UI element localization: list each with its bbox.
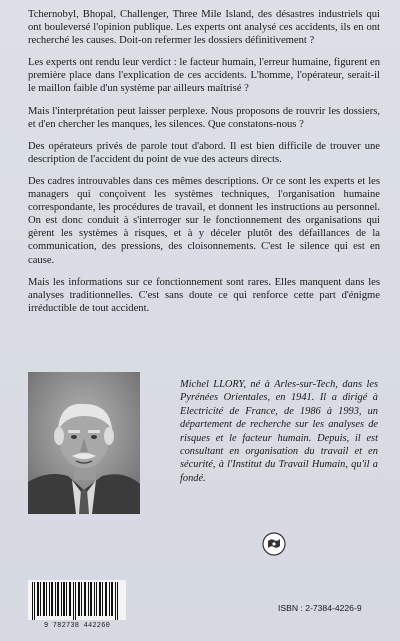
- author-biography: [180, 378, 378, 485]
- paragraph-4: Des opérateurs privés de parole tout d'abord. Il est bien difficile de trouver une description de l'accident du point de vue des acteurs directs.: [28, 140, 380, 165]
- isbn-label: ISBN : 2-7384-4226-9: [278, 603, 362, 613]
- author-portrait: [28, 372, 140, 514]
- paragraph-5: Des cadres introuvables dans ces mêmes descriptions. Or ce sont les experts et les managers qui conçoivent les systèmes techniques, l'organisation humaine correspondante, les procédures de travail, et donnent les instructions au personnel. On est donc conduit à s'interroger sur le fonctionnement des organisations qui gèrent les systèmes à risques, et à y déceler plutôt des défaillances de la communication, des pressions, des cloisonnements. C'est le silence qui est en cause.: [28, 175, 380, 266]
- paragraph-6: Mais les informations sur ce fonctionnement sont rares. Elles manquent dans les analyses traditionnelles. C'est sans doute ce qui renforce cette part d'énigme irréductible de tout accident.: [28, 276, 380, 314]
- paragraph-3: Mais l'interprétation peut laisser perplexe. Nous proposons de rouvrir les dossiers, et d'en chercher les manques, les silences. Que constatons-nous ?: [28, 105, 380, 130]
- bio-text: Michel LLORY, né à Arles-sur-Tech, dans les Pyrénées Orientales, en 1941. Il a dirigé à Electricité de France, de 1986 à 1993, un département de recherche sur les analyses de risques et le facteur humain. Depuis, il est consultant en organisation du travail et en sécurité, à l'Institut du Travail Humain, qu'il a fondé.: [180, 379, 378, 484]
- barcode-number: 9 782738 442260: [43, 622, 110, 630]
- summary-text: [28, 8, 380, 324]
- author-portrait-image: [28, 372, 140, 514]
- barcode-bars: [28, 580, 126, 620]
- publisher-logo-icon: [262, 532, 286, 556]
- paragraph-1: Tchernobyl, Bhopal, Challenger, Three Mile Island, des désastres industriels qui ont bouleversé l'opinion publique. Les experts ont analysé ces accidents, ils en ont recherché les causes. Doit-on refermer les dossiers définitivement ?: [28, 9, 380, 47]
- barcode: [28, 580, 126, 620]
- paragraph-2: Les experts ont rendu leur verdict : le facteur humain, l'erreur humaine, figurent en première place dans l'explication de ces accidents. L'homme, l'opérateur, serait-il le maillon faible d'un système par ailleurs maîtrisé ?: [28, 57, 380, 95]
